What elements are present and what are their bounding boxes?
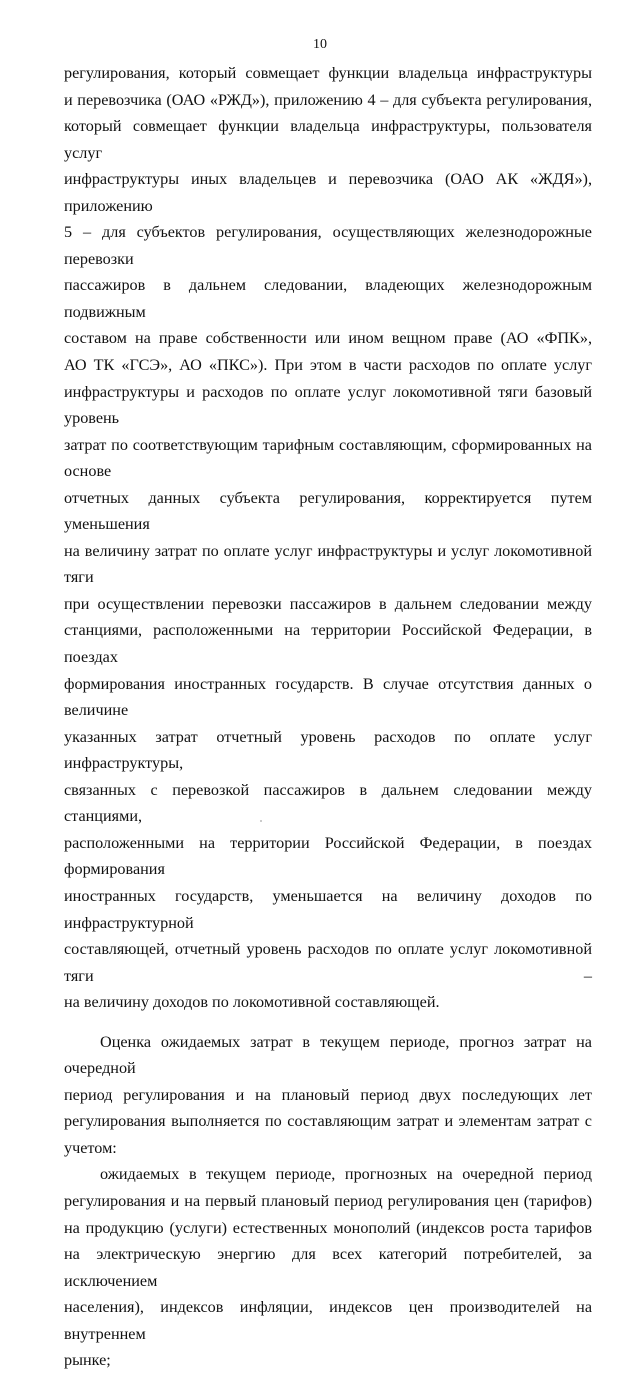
text-line: станциями, расположенными на территории Российской Федерации, в поездах [64,621,592,667]
page-number: 10 [313,37,327,52]
text-line: инфраструктуры и расходов по оплате услуг локомотивной тяги базовый уровень [64,382,592,428]
text-line: составляющей, отчетный уровень расходов по оплате услуг локомотивной тяги – [64,940,592,985]
text-line: пассажиров в дальнем следовании, владеющих железнодорожным подвижным [64,276,592,321]
text-line: АО ТК «ГСЭ», АО «ПКС»). При этом в части расходов по оплате услуг [64,356,592,375]
text-line: при осуществлении перевозки пассажиров в дальнем следовании между [64,594,592,613]
text-line: отчетных данных субъекта регулирования, корректируется путем уменьшения [64,488,592,534]
scan-speck [260,820,262,822]
text-line: который совмещает функции владельца инфраструктуры, пользователя услуг [64,117,592,162]
paragraph-2 [64,1029,592,1162]
text-line: регулирования и на первый плановый период регулирования цен (тарифов) [64,1191,592,1210]
text-line: затрат по соответствующим тарифным составляющим, сформированных на основе [64,435,592,481]
text-line: на электрическую энергию для всех категорий потребителей, за исключением [64,1245,592,1290]
paragraph-3 [64,1161,592,1373]
text-line: связанных с перевозкой пассажиров в дальнем следовании между станциями, [64,780,592,826]
text-line: Оценка ожидаемых затрат в текущем периоде, прогноз затрат на очередной [64,1032,592,1078]
text-line: инфраструктуры иных владельцев и перевозчика (ОАО АК «ЖДЯ»), приложению [64,170,592,215]
text-line: составом на праве собственности или ином вещном праве (АО «ФПК», [64,329,592,348]
text-line: населения), индексов инфляции, индексов цен производителей на внутреннем [64,1298,592,1343]
text-line: регулирования, который совмещает функции владельца инфраструктуры [64,64,592,82]
text-line: иностранных государств, уменьшается на величину доходов по инфраструктурной [64,886,592,932]
text-line: 5 – для субъектов регулирования, осуществляющих железнодорожные перевозки [64,223,592,268]
text-line: расположенными на территории Российской Федерации, в поездах формирования [64,833,592,879]
document-body [64,60,592,1374]
text-line: рынке; [64,1351,111,1370]
text-line: регулирования выполняется по составляющим затрат и элементам затрат с учетом: [64,1112,592,1157]
text-line: указанных затрат отчетный уровень расходов по оплате услуг инфраструктуры, [64,727,592,773]
text-line: период регулирования и на плановый период двух последующих лет [64,1085,592,1104]
text-line: на величину доходов по локомотивной составляющей. [64,993,440,1012]
text-line: на продукцию (услуги) естественных монополий (индексов роста тарифов [64,1218,592,1237]
text-line: формирования иностранных государств. В случае отсутствия данных о величине [64,674,592,720]
text-line: ожидаемых в текущем периоде, прогнозных на очередной период [100,1165,592,1184]
text-line: на величину затрат по оплате услуг инфраструктуры и услуг локомотивной тяги [64,541,592,587]
paragraph-1 [64,60,592,1016]
text-line: и перевозчика (ОАО «РЖД»), приложению 4 – для субъекта регулирования, [64,90,592,109]
